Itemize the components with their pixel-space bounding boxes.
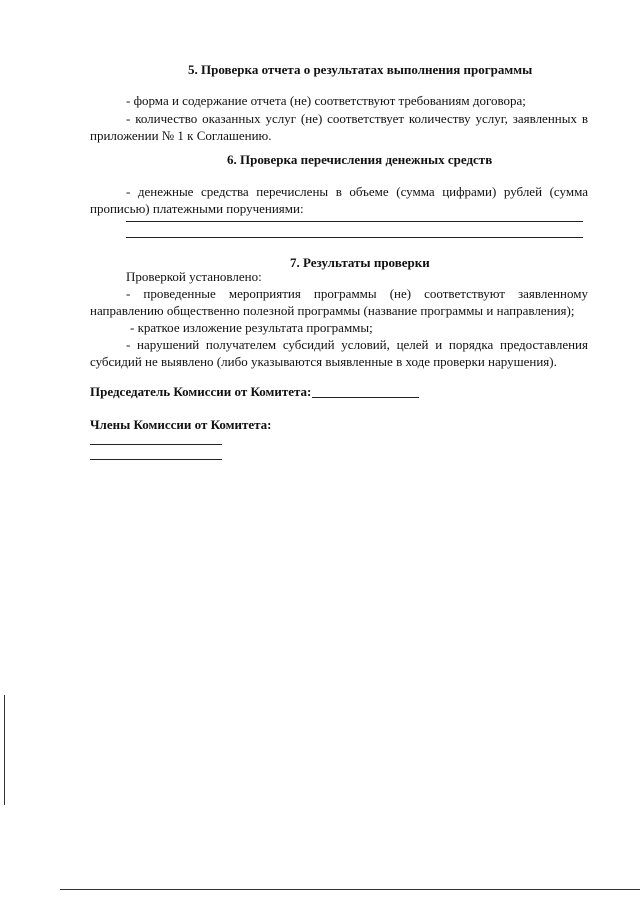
section-7-paragraph-1 [90, 285, 588, 319]
members-label: Члены Комиссии от Комитета: [90, 417, 272, 432]
member-signature-line-2[interactable] [90, 459, 222, 460]
section-5-paragraph-1: - форма и содержание отчета (не) соответствуют требованиям договора; [126, 93, 526, 108]
chairman-signature-line[interactable] [312, 397, 419, 398]
section-5-paragraph-2 [90, 110, 588, 144]
section-6-paragraph-1-text: - денежные средства перечислены в объеме (сумма цифрами) рублей (сумма прописью) платежными поручениями: [90, 184, 588, 216]
section-5-paragraph-2-text: - количество оказанных услуг (не) соответствует количеству услуг, заявленных в приложении № 1 к Соглашению. [90, 111, 588, 143]
scan-edge-bottom [60, 889, 640, 890]
section-7-paragraph-2: - краткое изложение результата программы; [130, 320, 373, 335]
scan-edge-left [4, 695, 5, 805]
section-7-heading: 7. Результаты проверки [290, 255, 430, 270]
section-6-paragraph-1 [90, 183, 588, 217]
payment-order-blank-line-2[interactable] [126, 237, 583, 238]
section-6-heading: 6. Проверка перечисления денежных средств [227, 152, 493, 167]
section-7-paragraph-3-text: - нарушений получателем субсидий условий, целей и порядка предоставления субсидий не выявлено (либо указываются выявленные в ходе проверки нарушения). [90, 337, 588, 369]
section-7-paragraph-1-text: - проведенные мероприятия программы (не) соответствуют заявленному направлению общественно полезной программы (название программы и направления); [90, 286, 588, 318]
payment-order-blank-line-1[interactable] [126, 221, 583, 222]
section-7-paragraph-3 [90, 336, 588, 370]
chairman-label: Председатель Комиссии от Комитета: [90, 384, 312, 399]
section-7-intro: Проверкой установлено: [126, 269, 262, 284]
section-5-heading: 5. Проверка отчета о результатах выполнения программы [188, 62, 533, 77]
member-signature-line-1[interactable] [90, 444, 222, 445]
